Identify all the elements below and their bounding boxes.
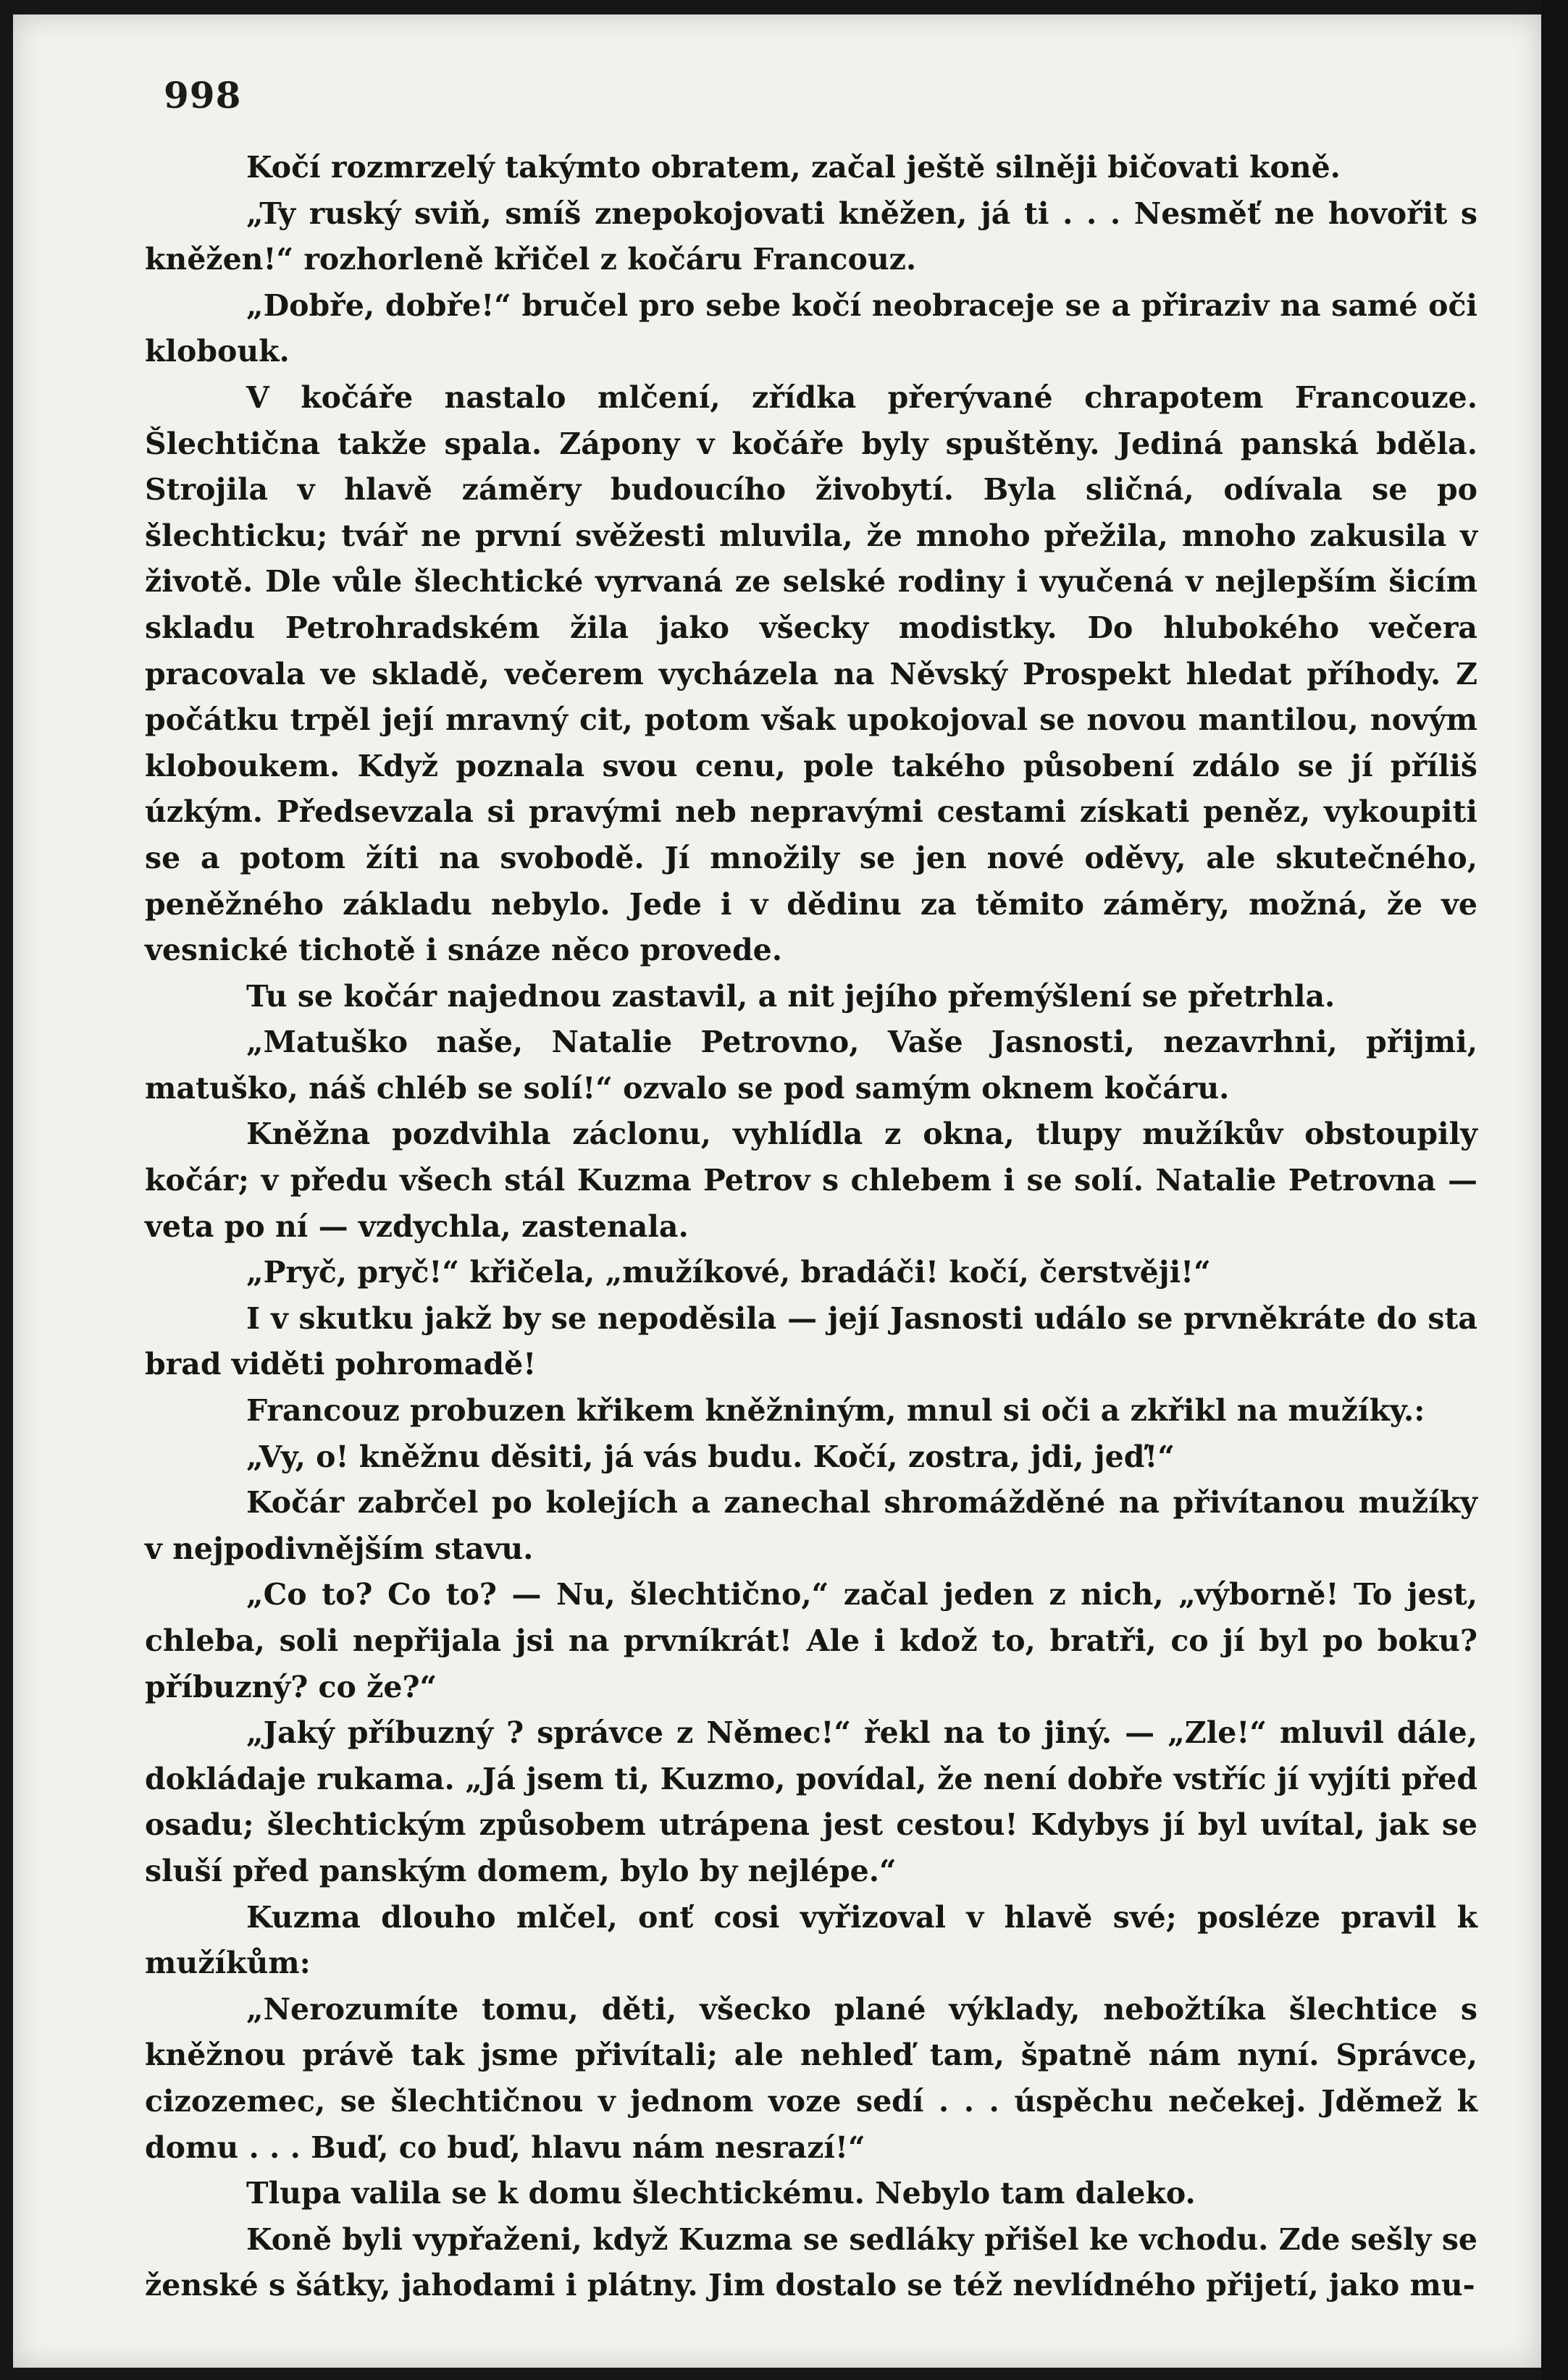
page-number: 998 bbox=[164, 74, 242, 117]
paragraph: „Matuško naše, Natalie Petrovno, Vaše Jasnosti, nezavrhni, přijmi, matuško, náš chléb se solí!“ ozvalo se pod samým oknem kočáru. bbox=[145, 1025, 1477, 1106]
paragraph: Kuzma dlouho mlčel, onť cosi vyřizoval v hlavě své; posléze pravil k mužíkům: bbox=[145, 1899, 1477, 1981]
paragraph: „Pryč, pryč!“ křičela, „mužíkové, bradáči! kočí, čerstvěji!“ bbox=[246, 1255, 1211, 1290]
paragraph: Kněžna pozdvihla záclonu, vyhlídla z okna, tlupy mužíkův obstoupily kočár; v předu všech stál Kuzma Petrov s chlebem i se solí. Natalie Petrovna — veta po ní — vzdychla, zastenala. bbox=[145, 1117, 1477, 1244]
paragraph: Francouz probuzen křikem kněžniným, mnul si oči a zkřikl na mužíky.: bbox=[246, 1393, 1425, 1429]
page-text bbox=[145, 145, 1477, 2309]
paragraph: Tu se kočár najednou zastavil, a nit jejího přemýšlení se přetrhla. bbox=[246, 978, 1336, 1014]
paragraph: „Nerozumíte tomu, děti, všecko plané výklady, nebožtíka šlechtice s kněžnou právě tak jsme přivítali; ale nehleď tam, špatně nám nyní. Správce, cizozemec, se šlechtičnou v jednom voze sedí . . . úspěchu nečekej. Jděmež k domu . . . Buď, co buď, hlavu nám nesrazí!“ bbox=[145, 1991, 1477, 2165]
paragraph: „Vy, o! kněžnu děsiti, já vás budu. Kočí, zostra, jdi, jeď!“ bbox=[246, 1439, 1175, 1474]
paragraph: „Jaký příbuzný ? správce z Němec!“ řekl na to jiný. — „Zle!“ mluvil dále, dokládaje rukama. „Já jsem ti, Kuzmo, povídal, že není dobře vstříc jí vyjíti před osadu; šlechtickým způsobem utrápena jest cestou! Kdybys jí byl uvítal, jak se sluší před panským domem, bylo by nejlépe.“ bbox=[145, 1715, 1477, 1888]
paragraph: Koně byli vypřaženi, když Kuzma se sedláky přišel ke vchodu. Zde sešly se ženské s šátky, jahodami i plátny. Jim dostalo se též nevlídného přijetí, jako mu- bbox=[145, 2221, 1477, 2303]
paragraph: „Co to? Co to? — Nu, šlechtično,“ začal jeden z nich, „výborně! To jest, chleba, soli nepřijala jsi na prvníkrát! Ale i kdož to, bratři, co jí byl po boku? příbuzný? co že?“ bbox=[145, 1577, 1477, 1704]
paragraph: „Dobře, dobře!“ bručel pro sebe kočí neobraceje se a přiraziv na samé oči klobouk. bbox=[145, 287, 1477, 369]
paragraph: V kočáře nastalo mlčení, zřídka přerývané chrapotem Francouze. Šlechtična takže spala. Zápony v kočáře byly spuštěny. Jediná panská bděla. Strojila v hlavě záměry budoucího živobytí. Byla sličná, odívala se po šlechticku; tvář ne první svěžesti mluvila, že mnoho přežila, mnoho zakusila v životě. Dle vůle šlechtické vyrvaná ze selské rodiny i vyučená v nejlepším šicím skladu Petrohradském žila jako všecky modistky. Do hlubokého večera pracovala ve skladě, večerem vycházela na Něvský Prospekt hledat příhody. Z počátku trpěl její mravný cit, potom však upokojoval se novou mantilou, novým kloboukem. Když poznala svou cenu, pole takého působení zdálo se jí příliš úzkým. Předsevzala si pravými neb nepravými cestami získati peněz, vykoupiti se a potom žíti na svobodě. Jí množily se jen nové oděvy, ale skutečného, peněžného základu nebylo. Jede i v dědinu za těmito záměry, možná, že ve vesnické tichotě i snáze něco provede. bbox=[145, 379, 1477, 968]
paragraph: Tlupa valila se k domu šlechtickému. Nebylo tam daleko. bbox=[246, 2176, 1196, 2211]
paragraph: „Ty ruský sviň, smíš znepokojovati kněžen, já ti . . . Nesměť ne hovořit s kněžen!“ rozhorleně křičel z kočáru Francouz. bbox=[145, 195, 1477, 277]
paragraph: Kočí rozmrzelý takýmto obratem, začal ještě silněji bičovati koně. bbox=[246, 150, 1341, 185]
paragraph: I v skutku jakž by se nepoděsila — její Jasnosti událo se prvněkráte do sta brad viděti pohromadě! bbox=[145, 1300, 1477, 1382]
paragraph: Kočár zabrčel po kolejích a zanechal shromážděné na přivítanou mužíky v nejpodivnějším stavu. bbox=[145, 1485, 1477, 1566]
scan-edge bbox=[1541, 0, 1568, 2380]
